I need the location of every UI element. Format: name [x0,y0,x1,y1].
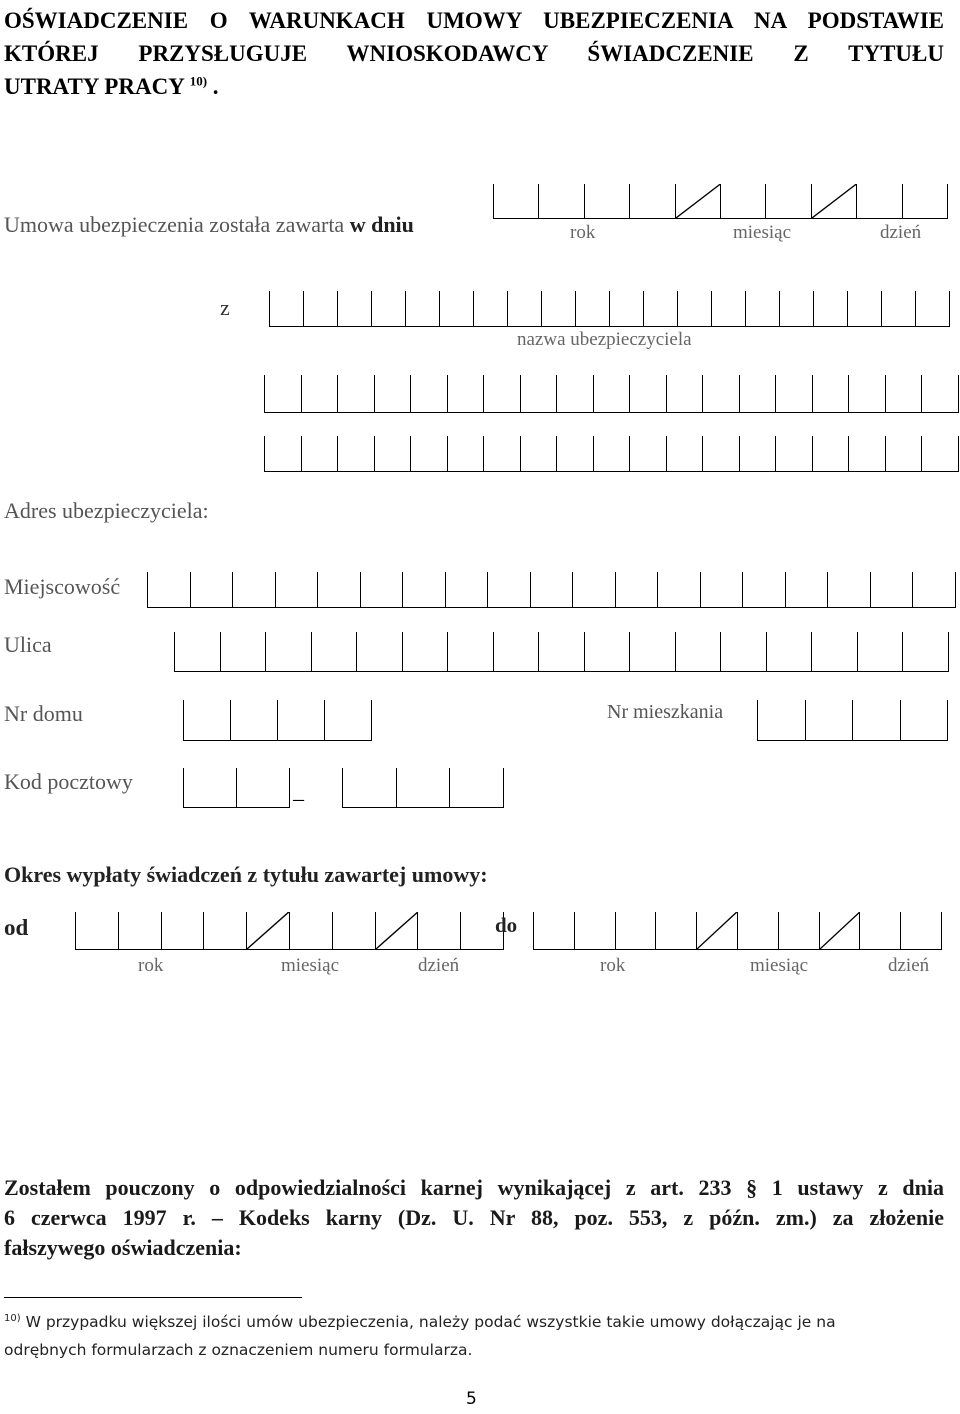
to-year-caption: rok [600,955,626,976]
period-to-date-field[interactable] [533,912,942,950]
flat-no-label: Nr mieszkania [607,701,724,723]
char-box[interactable] [488,572,531,607]
char-box[interactable] [849,436,886,471]
char-box[interactable] [318,572,361,607]
house-no-field[interactable] [183,700,372,741]
postal-code-field-part-2[interactable] [342,768,504,808]
char-box[interactable] [484,436,521,471]
liability-statement [4,1173,944,1263]
char-box[interactable] [361,572,404,607]
char-box[interactable] [542,291,576,326]
char-box[interactable] [812,632,858,671]
char-box[interactable] [594,375,631,412]
footnote [4,1308,934,1364]
to-month-caption: miesiąc [750,955,809,976]
period-to-label: do [495,913,518,937]
char-box[interactable] [703,436,740,471]
house-no-label: Nr domu [4,701,83,726]
page-number: 5 [466,1389,477,1409]
char-box[interactable] [265,375,302,412]
char-box[interactable] [302,375,339,412]
char-box[interactable] [343,768,397,807]
char-box[interactable] [508,291,542,326]
footnote-separator [4,1297,302,1298]
char-box[interactable] [594,436,631,471]
char-box[interactable] [858,632,904,671]
char-box[interactable] [806,700,854,740]
char-box[interactable] [333,912,376,949]
char-box[interactable] [575,912,616,949]
char-box[interactable] [406,291,440,326]
char-box[interactable] [191,572,234,607]
statement-line-1: Zostałem pouczony o odpowiedzialności karnej wynikającej z art. 233 § 1 ustawy z dnia [4,1175,944,1200]
char-box[interactable] [779,912,820,949]
char-box[interactable] [448,375,485,412]
char-box[interactable] [853,700,901,740]
char-box[interactable] [667,375,704,412]
char-box[interactable] [712,291,746,326]
char-box[interactable] [450,768,504,807]
char-box[interactable] [557,436,594,471]
char-box[interactable] [484,375,521,412]
char-box[interactable] [233,572,276,607]
insurer-name-field-row-2[interactable] [264,375,959,413]
char-box[interactable] [812,184,857,218]
char-box[interactable] [813,375,850,412]
char-box[interactable] [901,912,942,949]
char-box[interactable] [411,436,448,471]
char-box[interactable] [265,436,302,471]
char-box[interactable] [204,912,247,949]
char-box[interactable] [828,572,871,607]
date-separator-slash [676,184,720,218]
char-box[interactable] [740,375,777,412]
char-box[interactable] [184,700,231,740]
address-heading: Adres ubezpieczyciela: [4,498,209,523]
insurer-name-field-row-1[interactable] [269,291,950,327]
char-box[interactable] [302,436,339,471]
char-box[interactable] [740,436,777,471]
postal-code-field-part-1[interactable] [183,768,290,808]
footnote-text-1: W przypadku większej ilości umów ubezpieczenia, należy podać wszystkie takie umowy dołączając je na [20,1313,836,1331]
from-month-caption: miesiąc [281,955,340,976]
char-box[interactable] [776,436,813,471]
char-box[interactable] [767,632,813,671]
char-box[interactable] [857,184,902,218]
char-box[interactable] [758,700,806,740]
contract-date-year-caption: rok [570,222,596,243]
char-box[interactable] [474,291,508,326]
contract-date-label: Umowa ubezpieczenia została zawarta w dniu [4,212,414,237]
char-box[interactable] [375,375,412,412]
char-box[interactable] [312,632,358,671]
char-box[interactable] [746,291,780,326]
char-box[interactable] [922,375,959,412]
char-box[interactable] [848,291,882,326]
char-box[interactable] [738,912,779,949]
char-box[interactable] [616,572,659,607]
char-box[interactable] [278,700,325,740]
to-day-caption: dzień [888,955,930,976]
char-box[interactable] [656,912,697,949]
title-line-3: UTRATY PRACY $^{10)}$ . [4,73,219,99]
char-box[interactable] [814,291,848,326]
char-box[interactable] [338,291,372,326]
char-box[interactable] [886,436,923,471]
char-box[interactable] [325,700,372,740]
char-box[interactable] [916,291,950,326]
char-box[interactable] [494,184,539,218]
char-box[interactable] [372,291,406,326]
char-box[interactable] [397,768,451,807]
char-box[interactable] [922,436,959,471]
contract-date-field[interactable] [493,184,948,219]
char-box[interactable] [644,291,678,326]
char-box[interactable] [237,768,290,807]
title-line-2: KTÓREJ PRZYSŁUGUJE WNIOSKODAWCY ŚWIADCZENIE Z TYTUŁU [4,41,944,66]
date-separator-slash [247,912,289,949]
char-box[interactable] [903,184,948,218]
char-box[interactable] [630,184,675,218]
char-box[interactable] [585,632,631,671]
char-box[interactable] [418,912,461,949]
city-label: Miejscowość [4,574,121,599]
char-box[interactable] [913,572,956,607]
char-box[interactable] [697,912,738,949]
char-box[interactable] [534,912,575,949]
from-year-caption: rok [138,955,164,976]
char-box[interactable] [403,572,446,607]
char-box[interactable] [786,572,829,607]
char-box[interactable] [576,291,610,326]
footnote-text-2: odrębnych formularzach z oznaczeniem numeru formularza. [4,1341,473,1359]
char-box[interactable] [448,632,494,671]
char-box[interactable] [676,184,721,218]
char-box[interactable] [521,375,558,412]
char-box[interactable] [276,572,319,607]
char-box[interactable] [539,184,584,218]
street-field[interactable] [174,632,949,672]
char-box[interactable] [813,436,850,471]
char-box[interactable] [610,291,644,326]
char-box[interactable] [148,572,191,607]
char-box[interactable] [871,572,914,607]
char-box[interactable] [304,291,338,326]
char-box[interactable] [573,572,616,607]
date-separator-slash [697,912,737,949]
char-box[interactable] [448,436,485,471]
date-separator-slash [820,912,860,949]
char-box[interactable] [446,572,489,607]
insurer-name-field-row-3[interactable] [264,436,959,472]
char-box[interactable] [290,912,333,949]
char-box[interactable] [721,632,767,671]
char-box[interactable] [247,912,290,949]
char-box[interactable] [184,768,237,807]
period-from-date-field[interactable] [75,912,504,950]
char-box[interactable] [901,700,949,740]
statement-line-3: fałszywego oświadczenia: [4,1235,242,1260]
flat-no-field[interactable] [757,700,948,741]
contract-date-day-caption: dzień [880,222,922,243]
date-separator-slash [812,184,856,218]
char-box[interactable] [76,912,119,949]
char-box[interactable] [903,632,949,671]
char-box[interactable] [860,912,901,949]
char-box[interactable] [119,912,162,949]
char-box[interactable] [585,184,630,218]
char-box[interactable] [776,375,813,412]
char-box[interactable] [701,572,744,607]
char-box[interactable] [338,375,375,412]
statement-line-2: 6 czerwca 1997 r. – Kodeks karny (Dz. U. Nr 88, poz. 553, z późn. zm.) za złożenie [4,1205,944,1230]
char-box[interactable] [766,184,811,218]
char-box[interactable] [376,912,419,949]
char-box[interactable] [658,572,701,607]
char-box[interactable] [162,912,205,949]
footnote-marker: 10) [4,1312,21,1324]
char-box[interactable] [270,291,304,326]
char-box[interactable] [266,632,312,671]
char-box[interactable] [557,375,594,412]
char-box[interactable] [630,375,667,412]
char-box[interactable] [780,291,814,326]
street-label: Ulica [4,632,52,657]
char-box[interactable] [440,291,474,326]
char-box[interactable] [411,375,448,412]
char-box[interactable] [630,632,676,671]
char-box[interactable] [221,632,267,671]
char-box[interactable] [743,572,786,607]
char-box[interactable] [531,572,574,607]
date-separator-slash [376,912,418,949]
char-box[interactable] [882,291,916,326]
postal-code-dash: _ [293,778,304,803]
char-box[interactable] [721,184,766,218]
char-box[interactable] [403,632,449,671]
insurer-z-label: z [220,295,230,320]
insurer-name-caption: nazwa ubezpieczyciela [517,329,692,350]
period-heading: Okres wypłaty świadczeń z tytułu zawartej umowy: [4,862,488,887]
char-box[interactable] [849,375,886,412]
postal-code-label: Kod pocztowy [4,769,133,794]
char-box[interactable] [630,436,667,471]
char-box[interactable] [231,700,278,740]
char-box[interactable] [820,912,861,949]
title-line-1: OŚWIADCZENIE O WARUNKACH UMOWY UBEZPIECZENIA NA PODSTAWIE [4,8,944,33]
char-box[interactable] [375,436,412,471]
char-box[interactable] [175,632,221,671]
char-box[interactable] [676,632,722,671]
char-box[interactable] [886,375,923,412]
char-box[interactable] [667,436,704,471]
form-title [4,4,944,103]
char-box[interactable] [357,632,403,671]
char-box[interactable] [616,912,657,949]
city-field[interactable] [147,572,956,608]
char-box[interactable] [338,436,375,471]
char-box[interactable] [539,632,585,671]
contract-date-month-caption: miesiąc [733,222,792,243]
period-from-label: od [4,915,29,940]
footnote-ref: 10) [189,73,208,89]
char-box[interactable] [494,632,540,671]
char-box[interactable] [521,436,558,471]
char-box[interactable] [703,375,740,412]
from-day-caption: dzień [418,955,460,976]
char-box[interactable] [678,291,712,326]
